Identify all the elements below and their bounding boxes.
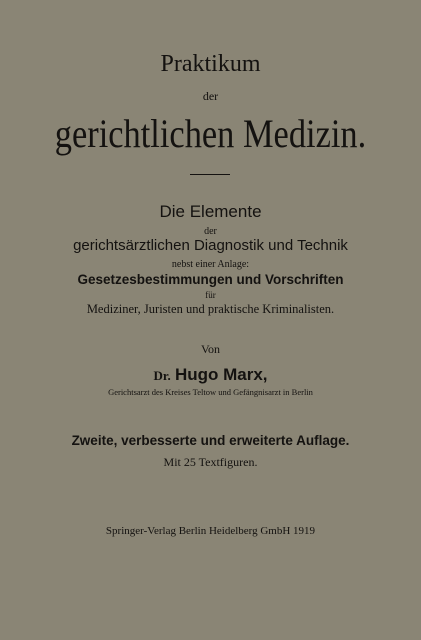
author-line [0,366,421,383]
edition-label: Zweite, verbesserte und erweiterte Auflage. [71,433,350,448]
title-line-praktikum: Praktikum [160,51,261,77]
author-title-prefix: Dr. [153,368,171,383]
title-line-main: gerichtlichen Medizin. [54,111,367,156]
edition-figures: Mit 25 Textfiguren. [163,455,258,469]
title-line-der: der [202,89,219,103]
subtitle-line-audience: Mediziner, Juristen und praktische Kriminalisten. [86,302,335,316]
subtitle-line-anlage: nebst einer Anlage: [171,259,250,270]
author-name: Hugo Marx, [174,365,268,384]
subtitle-line-elemente: Die Elemente [159,202,262,221]
subtitle-line-gesetzesbestimmungen: Gesetzesbestimmungen und Vorschriften [77,272,344,287]
subtitle-line-der: der [204,226,217,237]
publisher-imprint: Springer-Verlag Berlin Heidelberg GmbH 1919 [105,525,316,537]
subtitle-line-fuer: für [205,290,216,300]
author-affiliation: Gerichtsarzt des Kreises Teltow und Gefängnisarzt in Berlin [108,387,313,397]
title-divider [190,174,230,175]
subtitle-line-diagnostik: gerichtsärztlichen Diagnostik und Technik [73,237,348,254]
author-by: Von [200,342,221,356]
